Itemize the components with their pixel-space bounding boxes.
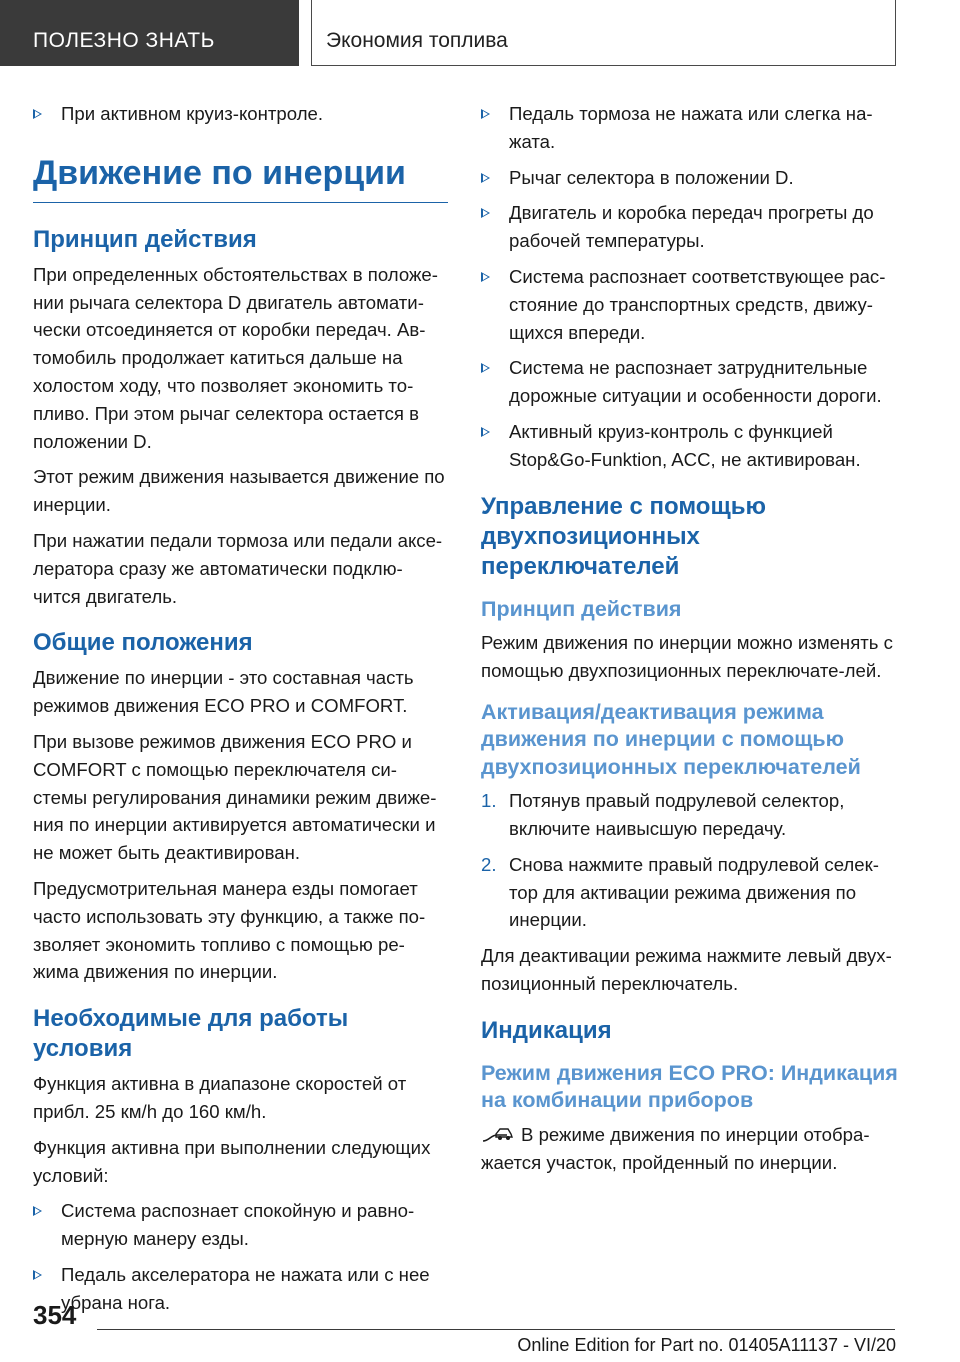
list-item: Система распознает соответствующее рас-стояние до транспортных средств, движу-щихся впереди.	[481, 263, 899, 346]
paragraph: Режим движения по инерции можно изменять с помощью двухпозиционных переключате-лей.	[481, 632, 893, 681]
triangle-bullet-icon	[481, 109, 490, 119]
paragraph: Этот режим движения называется движение по инерции.	[33, 466, 445, 516]
list-item: Двигатель и коробка передач прогреты до рабочей температуры.	[481, 199, 899, 255]
subsection-heading: Индикация	[481, 1016, 612, 1044]
subsubsection-heading: Принцип действия	[481, 596, 682, 621]
subsection-heading: Принцип действия	[33, 225, 257, 253]
page-number: 354	[33, 1300, 77, 1330]
list-item: Система не распознает затруднительные дорожные ситуации и особенности дороги.	[481, 354, 899, 410]
paragraph: При определенных обстоятельствах в положе-нии рычага селектора D двигатель автомати-чески отсоединяется от коробки передач. Ав-томобиль продолжает катиться дальше на холостом ходу, что позволяет экономить то-пливо. При этом рычаг селектора остается в положении D.	[33, 263, 438, 452]
triangle-bullet-icon	[33, 109, 42, 119]
page-header	[0, 0, 960, 66]
subsection-heading: Необходимые для работы условия	[33, 1005, 349, 1063]
triangle-bullet-icon	[481, 208, 490, 218]
paragraph: Функция активна в диапазоне скоростей от прибл. 25 км/h до 160 км/h.	[33, 1073, 407, 1122]
triangle-bullet-icon	[481, 427, 490, 437]
list-item: Педаль тормоза не нажата или слегка на-жата.	[481, 100, 899, 156]
subsection-heading: Управление с помощью двухпозиционных переключателей	[481, 492, 766, 580]
paragraph: Функция активна при выполнении следующих условий:	[33, 1136, 431, 1186]
triangle-bullet-icon	[33, 1206, 42, 1216]
edition-note: Online Edition for Part no. 01405A11137 - VI/20	[517, 1335, 896, 1355]
paragraph: В режиме движения по инерции отобра-жается участок, пройденный по инерции.	[481, 1123, 870, 1173]
subsubsection-heading: Режим движения ECO PRO: Индикация на комбинации приборов	[481, 1060, 898, 1113]
footer-divider	[97, 1329, 895, 1330]
triangle-bullet-icon	[481, 272, 490, 282]
triangle-bullet-icon	[481, 173, 490, 183]
paragraph: При вызове режимов движения ECO PRO и COMFORT с помощью переключателя си-стемы регулирования динамики режим движе-ния по инерции активируется автоматически и не может быть деактивирован.	[33, 730, 437, 864]
section-tab: ПОЛЕЗНО ЗНАТЬ	[0, 0, 299, 66]
paragraph: Движение по инерции - это составная часть режимов движения ECO PRO и COMFORT.	[33, 667, 414, 717]
section-heading: Движение по инерции	[33, 154, 448, 203]
list-item: При активном круиз-контроле.	[33, 100, 448, 128]
list-item: Активный круиз-контроль с функцией Stop&Go-Funktion, ACC, не активирован.	[481, 418, 899, 474]
list-item: Рычаг селектора в положении D.	[481, 164, 899, 192]
triangle-bullet-icon	[33, 1270, 42, 1280]
right-column	[481, 100, 899, 1184]
paragraph: Предусмотрительная манера езды помогает часто использовать эту функцию, а также по-зволяет экономить топливо с помощью ре-жима движения по инерции.	[33, 877, 426, 983]
coasting-car-icon	[481, 1124, 515, 1144]
paragraph: При нажатии педали тормоза или педали аксе-лератора сразу же автоматически подклю-чится двигатель.	[33, 529, 443, 607]
list-item: Система распознает спокойную и равно-мерную манеру езды.	[33, 1197, 448, 1253]
numbered-step: 2. Снова нажмите правый подрулевой селек-тор для активации режима движения по инерции.	[481, 853, 879, 931]
left-column	[33, 100, 448, 1325]
subsubsection-heading: Активация/деактивация режима движения по инерции с помощью двухпозиционных переключателей	[481, 699, 861, 779]
numbered-step: 1. Потянув правый подрулевой селектор, включите наивысшую передачу.	[481, 790, 845, 839]
chapter-title: Экономия топлива	[311, 0, 896, 66]
triangle-bullet-icon	[481, 363, 490, 373]
subsection-heading: Общие положения	[33, 629, 253, 657]
list-item: Педаль акселератора не нажата или с нее убрана нога.	[33, 1261, 448, 1317]
paragraph: Для деактивации режима нажмите левый двух-позиционный переключатель.	[481, 945, 892, 994]
